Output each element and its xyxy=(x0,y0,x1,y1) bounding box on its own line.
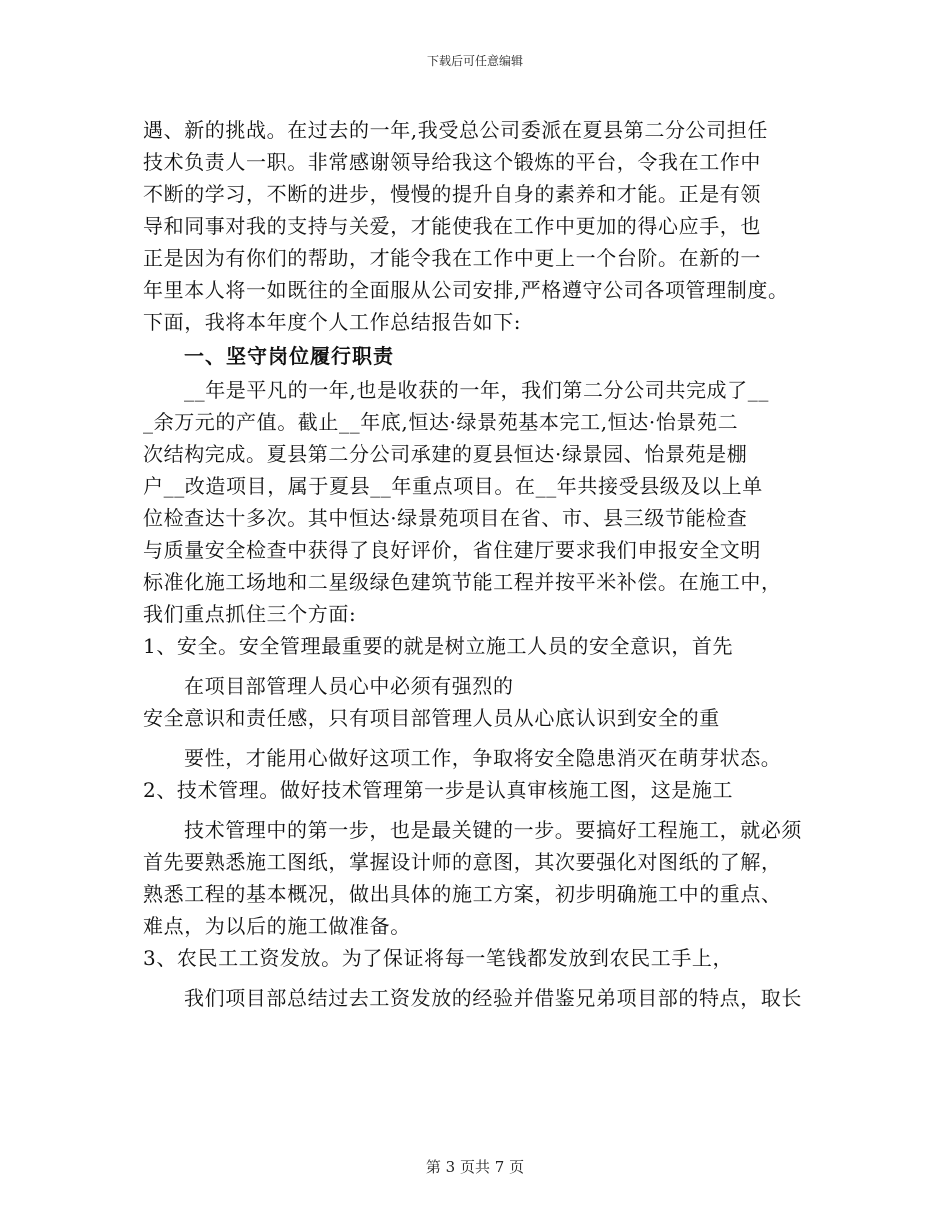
paragraph-line: 2、技术管理。做好技术管理第一步是认真审核施工图，这是施工 xyxy=(143,778,734,802)
paragraph-line: 不断的学习，不断的进步，慢慢的提升自身的素养和才能。正是有领 xyxy=(143,182,761,206)
paragraph-line: 导和同事对我的支持与关爱，才能使我在工作中更加的得心应手，也 xyxy=(143,214,761,238)
paragraph-line: 首先要熟悉施工图纸，掌握设计师的意图，其次要强化对图纸的了解， xyxy=(143,850,782,874)
paragraph-line: 在项目部管理人员心中必须有强烈的 xyxy=(184,674,514,698)
paragraph-line: 难点，为以后的施工做准备。 xyxy=(143,914,411,938)
paragraph-line: 位检查达十多次。其中恒达·绿景苑项目在省、市、县三级节能检查 xyxy=(143,506,748,530)
paragraph-line: 下面，我将本年度个人工作总结报告如下: xyxy=(143,310,522,334)
paragraph-line: 与质量安全检查中获得了良好评价，省住建厅要求我们申报安全文明 xyxy=(143,538,761,562)
paragraph-line: 技术管理中的第一步，也是最关键的一步。要搞好工程施工，就必须 xyxy=(184,818,802,842)
page-header-note: 下载后可任意编辑 xyxy=(426,54,523,68)
page-number-footer: 第 3 页共 7 页 xyxy=(425,1158,525,1176)
paragraph-line: 我们项目部总结过去工资发放的经验并借鉴兄弟项目部的特点，取长 xyxy=(184,986,802,1010)
paragraph-line: 标准化施工场地和二星级绿色建筑节能工程并按平米补偿。在施工中， xyxy=(143,570,782,594)
paragraph-line: 熟悉工程的基本概况，做出具体的施工方案，初步明确施工中的重点、 xyxy=(143,882,782,906)
paragraph-line: 我们重点抓住三个方面: xyxy=(143,602,357,626)
paragraph-line: 要性，才能用心做好这项工作，争取将安全隐患消灭在萌芽状态。 xyxy=(184,746,782,770)
section-heading: 一、坚守岗位履行职责 xyxy=(184,344,394,368)
paragraph-line: 1、安全。安全管理最重要的就是树立施工人员的安全意识，首先 xyxy=(143,634,734,658)
paragraph-line: 户__改造项目，属于夏县__年重点项目。在__年共接受县级及以上单 xyxy=(143,474,763,498)
paragraph-line: 遇、新的挑战。在过去的一年,我受总公司委派在夏县第二分公司担任 xyxy=(143,118,768,142)
paragraph-line: 年里本人将一如既往的全面服从公司安排,严格遵守公司各项管理制度。 xyxy=(143,278,789,302)
paragraph-line: _余万元的产值。截止__年底,恒达·绿景苑基本完工,恒达·怡景苑二 xyxy=(143,410,739,434)
paragraph-line: 3、农民工工资发放。为了保证将每一笔钱都发放到农民工手上， xyxy=(143,946,734,970)
paragraph-line: 次结构完成。夏县第二分公司承建的夏县恒达·绿景园、怡景苑是棚 xyxy=(143,442,748,466)
paragraph-line: 安全意识和责任感，只有项目部管理人员从心底认识到安全的重 xyxy=(143,706,720,730)
paragraph-line: 正是因为有你们的帮助，才能令我在工作中更上一个台阶。在新的一 xyxy=(143,246,761,270)
paragraph-line: 技术负责人一职。非常感谢领导给我这个锻炼的平台，令我在工作中 xyxy=(143,150,761,174)
paragraph-line: __年是平凡的一年,也是收获的一年，我们第二分公司共完成了__ xyxy=(184,378,769,402)
